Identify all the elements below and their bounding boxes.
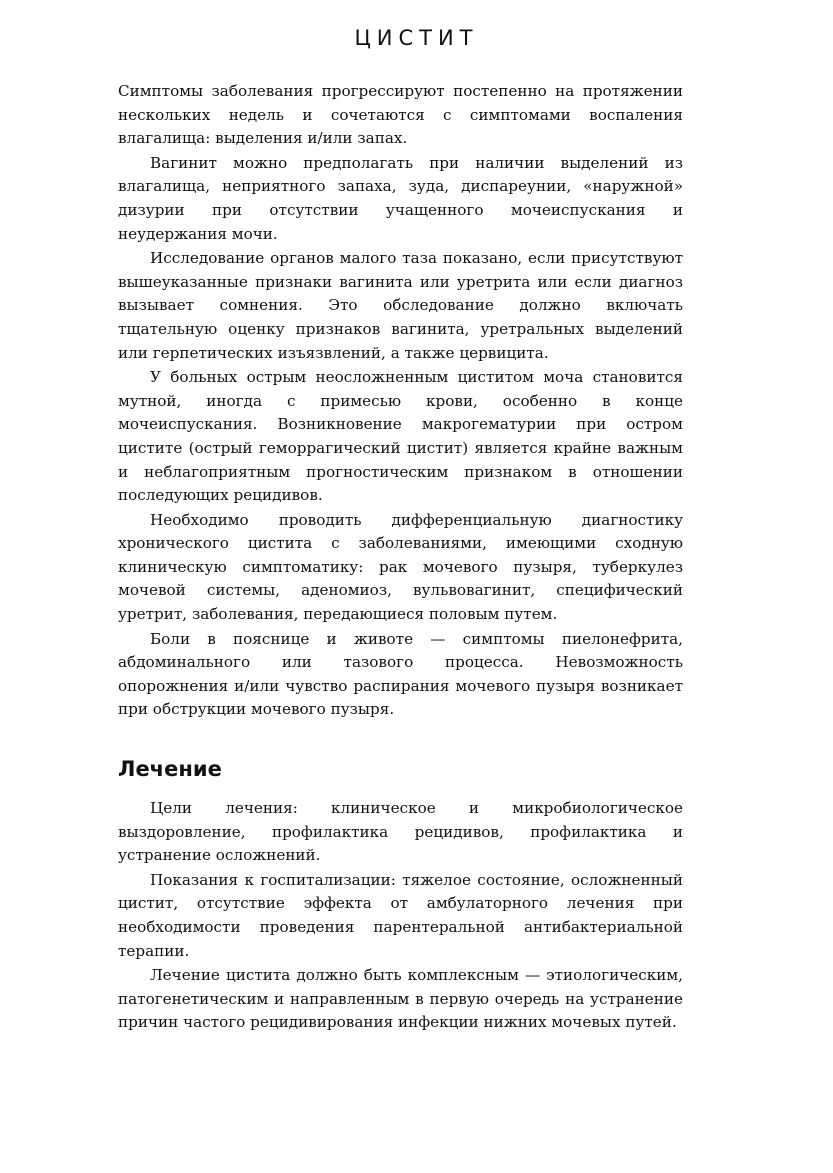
paragraph: Симптомы заболевания прогрессируют постепенно на протяжении нескольких недель и сочетаются с симптомами воспаления влагалища: выделения и/или запах. [118, 82, 683, 148]
paragraph: Вагинит можно предполагать при наличии выделений из влагалища, неприятного запаха, зуда, диспареунии, «наружной» дизурии при отсутствии учащенного мочеиспускания и неудержания мочи. [118, 153, 683, 243]
paragraph: Лечение цистита должно быть комплексным — этиологическим, патогенетическим и направленным в первую очередь на устранение причин частого рецидивирования инфекции нижних мочевых путей. [118, 966, 683, 1032]
intro-text-block [118, 80, 683, 722]
paragraph: Исследование органов малого таза показано, если присутствуют вышеуказанные признаки вагинита или уретрита или если диагноз вызывает сомнения. Это обследование должно включать тщательную оценку признаков вагинита, уретральных выделений или герпетических изъязвлений, а также цервицита. [118, 249, 683, 362]
paragraph: Цели лечения: клиническое и микробиологическое выздоровление, профилактика рецидивов, профилактика и устранение осложнений. [118, 799, 683, 865]
paragraph: У больных острым неосложненным циститом моча становится мутной, иногда с примесью крови, особенно в конце мочеиспускания. Возникновение макрогематурии при остром цистите (острый геморрагический цистит) является крайне важным и неблагоприятным прогностическим признаком в отношении последующих рецидивов. [118, 368, 683, 505]
paragraph: Показания к госпитализации: тяжелое состояние, осложненный цистит, отсутствие эффекта от амбулаторного лечения при необходимости проведения парентеральной антибактериальной терапии. [118, 870, 683, 960]
paragraph: Боли в пояснице и животе — симптомы пиелонефрита, абдоминального или тазового процесса. Невозможность опорожнения и/или чувство распирания мочевого пузыря возникает при обструкции мочевого пузыря. [118, 629, 683, 719]
section-heading: Лечение [118, 757, 222, 781]
running-head: ЦИСТИТ [354, 26, 479, 50]
treatment-text-block [118, 797, 683, 1035]
paragraph: Необходимо проводить дифференциальную диагностику хронического цистита с заболеваниями, имеющими сходную клиническую симптоматику: рак мочевого пузыря, туберкулез мочевой системы, аденомиоз, вульвовагинит, специфический уретрит, заболевания, передающиеся половым путем. [118, 510, 683, 624]
